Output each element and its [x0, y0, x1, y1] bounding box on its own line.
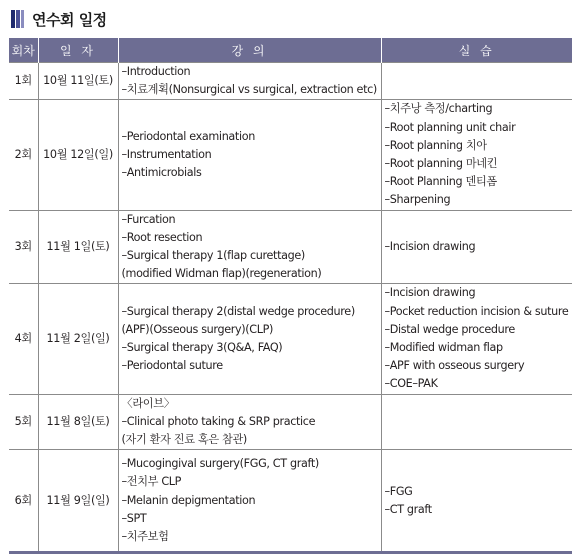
header-session: 회차 — [9, 38, 38, 63]
practice-cell — [381, 100, 572, 210]
lecture-item: –Instrumentation — [121, 147, 212, 161]
practice-item: –COE–PAK — [384, 377, 438, 391]
lecture-item: –Surgical therapy 2(distal wedge procedure) — [121, 304, 355, 318]
practice-item: –Root planning 마네킨 — [384, 157, 498, 171]
session-cell: 6회 — [9, 450, 38, 553]
lecture-cell — [118, 394, 381, 450]
table-row — [9, 63, 572, 100]
lecture-item: –Melanin depigmentation — [121, 493, 256, 507]
lecture-item: (modified Widman flap)(regeneration) — [121, 267, 322, 281]
practice-item: –Pocket reduction incision & suture — [384, 304, 569, 318]
session-cell: 5회 — [9, 394, 38, 450]
lecture-item: –전치부 CLP — [121, 475, 182, 489]
date-cell: 10월 11일(토) — [38, 63, 118, 100]
practice-item: –APF with osseous surgery — [384, 359, 525, 373]
table-row — [9, 450, 572, 553]
practice-cell — [381, 210, 572, 284]
lecture-cell — [118, 210, 381, 284]
page-heading — [11, 8, 107, 30]
practice-item: –Distal wedge procedure — [384, 322, 515, 336]
schedule-table — [9, 38, 572, 554]
lecture-item: –Root resection — [121, 230, 203, 244]
practice-item: –Incision drawing — [384, 239, 476, 253]
table-row — [9, 100, 572, 210]
lecture-item: –Surgical therapy 1(flap curettage) — [121, 249, 305, 263]
lecture-item: –치주보험 — [121, 530, 169, 544]
lecture-cell — [118, 63, 381, 100]
lecture-item: –SPT — [121, 511, 147, 525]
practice-cell — [381, 284, 572, 394]
practice-cell — [381, 394, 572, 450]
practice-item: –Root Planning 덴티폼 — [384, 175, 497, 189]
practice-item: –Modified widman flap — [384, 341, 503, 355]
lecture-item: –Periodontal suture — [121, 359, 223, 373]
practice-item: –Root planning 치아 — [384, 138, 487, 152]
lecture-cell — [118, 450, 381, 553]
practice-item: –Incision drawing — [384, 286, 476, 300]
date-cell: 11월 1일(토) — [38, 210, 118, 284]
lecture-item: (자기 환자 진료 혹은 참관) — [121, 433, 247, 447]
lecture-item: –Mucogingival surgery(FGG, CT graft) — [121, 457, 319, 471]
date-cell: 11월 9일(일) — [38, 450, 118, 553]
lecture-item: –치료계획(Nonsurgical vs surgical, extraction etc) — [121, 83, 377, 97]
lecture-item: –Surgical therapy 3(Q&A, FAQ) — [121, 341, 283, 355]
session-cell: 4회 — [9, 284, 38, 394]
date-cell: 10월 12일(일) — [38, 100, 118, 210]
header-date: 일 자 — [38, 38, 118, 63]
practice-item: –Sharpening — [384, 193, 451, 207]
session-cell: 2회 — [9, 100, 38, 210]
lecture-cell — [118, 284, 381, 394]
lecture-cell — [118, 100, 381, 210]
date-cell: 11월 8일(토) — [38, 394, 118, 450]
page-title: 연수회 일정 — [32, 10, 107, 29]
practice-item: –CT graft — [384, 502, 432, 516]
session-cell: 3회 — [9, 210, 38, 284]
practice-cell — [381, 63, 572, 100]
lecture-item: –Introduction — [121, 65, 191, 78]
lecture-item: –Antimicrobials — [121, 166, 202, 180]
table-row — [9, 210, 572, 284]
practice-item: –치주낭 측정/charting — [384, 102, 493, 116]
table-row — [9, 284, 572, 394]
session-cell: 1회 — [9, 63, 38, 100]
lecture-item: (APF)(Osseous surgery)(CLP) — [121, 322, 274, 336]
lecture-item: 〈라이브〉 — [121, 396, 175, 410]
practice-cell — [381, 450, 572, 553]
header-lecture: 강 의 — [118, 38, 381, 63]
lecture-item: –Furcation — [121, 212, 176, 226]
date-cell: 11월 2일(일) — [38, 284, 118, 394]
practice-item: –FGG — [384, 484, 413, 498]
lecture-item: –Clinical photo taking & SRP practice — [121, 414, 316, 428]
header-practice: 실 습 — [381, 38, 572, 63]
table-row — [9, 394, 572, 450]
table-header-row — [9, 38, 572, 63]
lecture-item: –Periodontal examination — [121, 129, 255, 143]
title-marker-icon — [11, 10, 25, 28]
practice-item: –Root planning unit chair — [384, 120, 516, 134]
